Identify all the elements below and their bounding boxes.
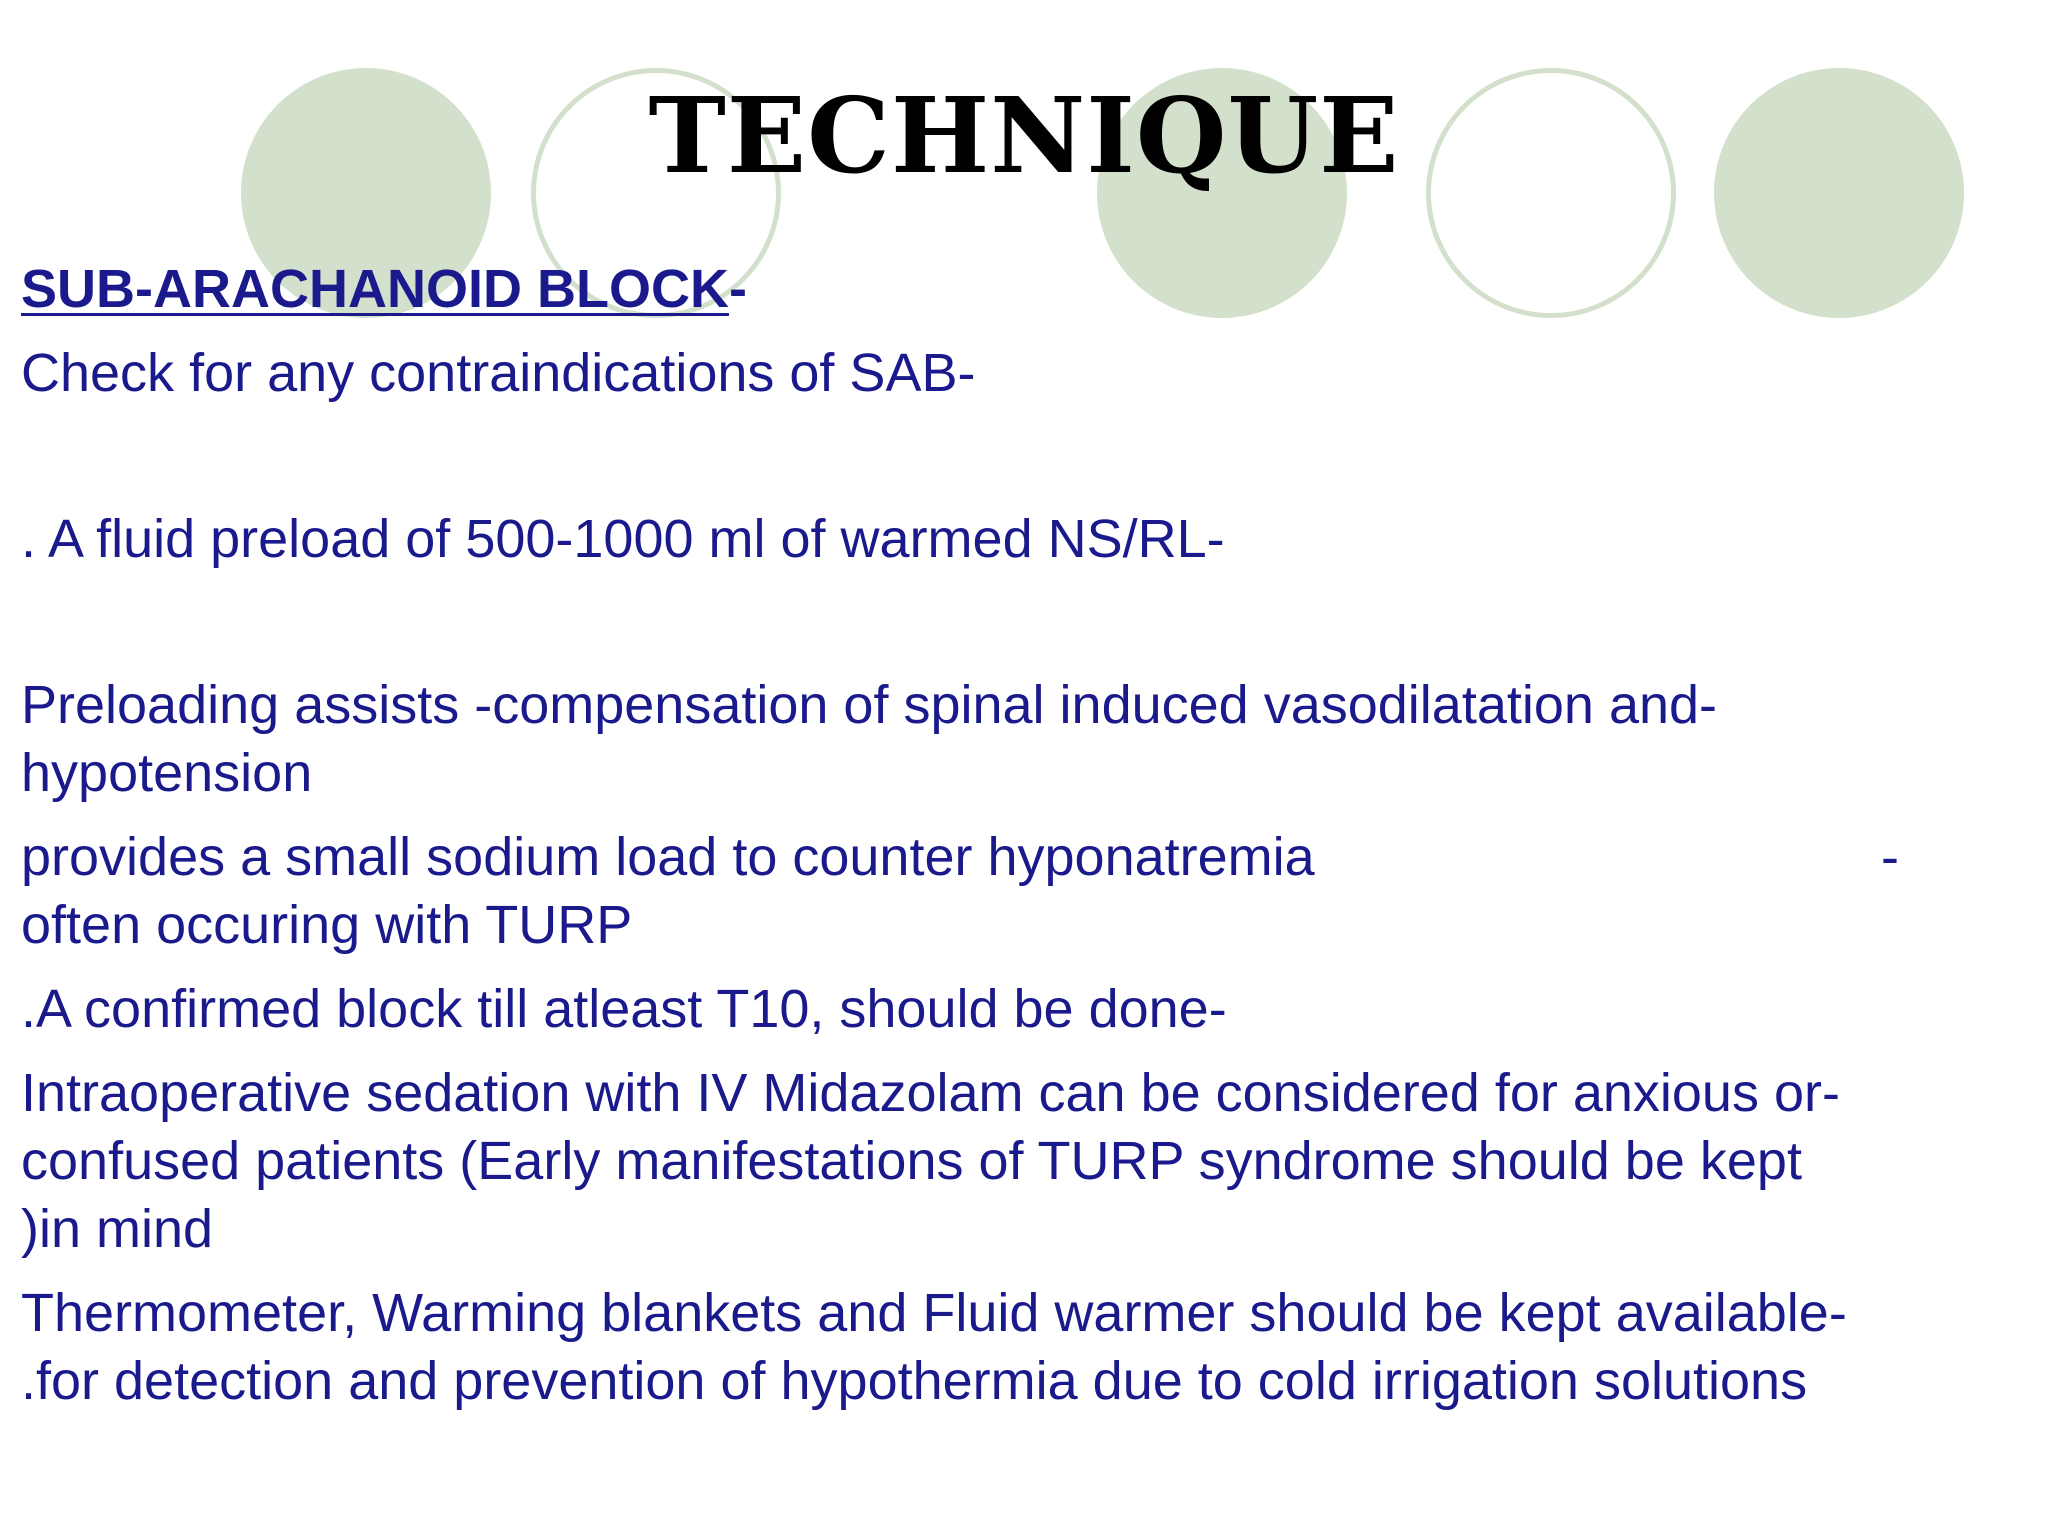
bullet-sedation-line2: confused patients (Early manifestations of TURP syndrome should be kept — [21, 1131, 1802, 1191]
bullet-sodium-load-line1 — [21, 823, 2011, 891]
slide-body — [21, 255, 2011, 1415]
section-heading — [21, 255, 2011, 323]
bullet-sodium-load-line2: often occuring with TURP — [21, 895, 633, 955]
bullet-sedation — [21, 1059, 2011, 1263]
bullet-preloading-line2: hypotension — [21, 743, 313, 803]
bullet-sodium-load-text: provides a small sodium load to counter hyponatremia — [21, 827, 1315, 887]
bullet-sodium-load — [21, 823, 2011, 959]
section-heading-label: SUB-ARACHANOID BLOCK — [21, 259, 729, 319]
section-heading-suffix: - — [728, 259, 747, 319]
bullet-thermometer-line1: Thermometer, Warming blankets and Fluid warmer should be kept available- — [21, 1283, 1847, 1343]
slide-title: TECHNIQUE — [648, 74, 1400, 197]
bullet-sedation-line3: )in mind — [21, 1199, 214, 1259]
bullet-confirmed-block: .A confirmed block till atleast T10, should be done- — [21, 979, 1227, 1039]
bullet-sodium-load-dash: - — [1881, 827, 1899, 887]
bullet-preloading — [21, 671, 2011, 807]
bullet-sedation-line1: Intraoperative sedation with IV Midazolam can be considered for anxious or- — [21, 1063, 1840, 1123]
bullet-preloading-line1: Preloading assists -compensation of spinal induced vasodilatation and- — [21, 675, 1718, 735]
bullet-contraindications: Check for any contraindications of SAB- — [21, 343, 976, 403]
bullet-fluid-preload: . A fluid preload of 500-1000 ml of warmed NS/RL- — [21, 509, 1225, 569]
bullet-thermometer-line2: .for detection and prevention of hypothermia due to cold irrigation solutions — [21, 1351, 1808, 1411]
bullet-thermometer — [21, 1279, 2011, 1415]
